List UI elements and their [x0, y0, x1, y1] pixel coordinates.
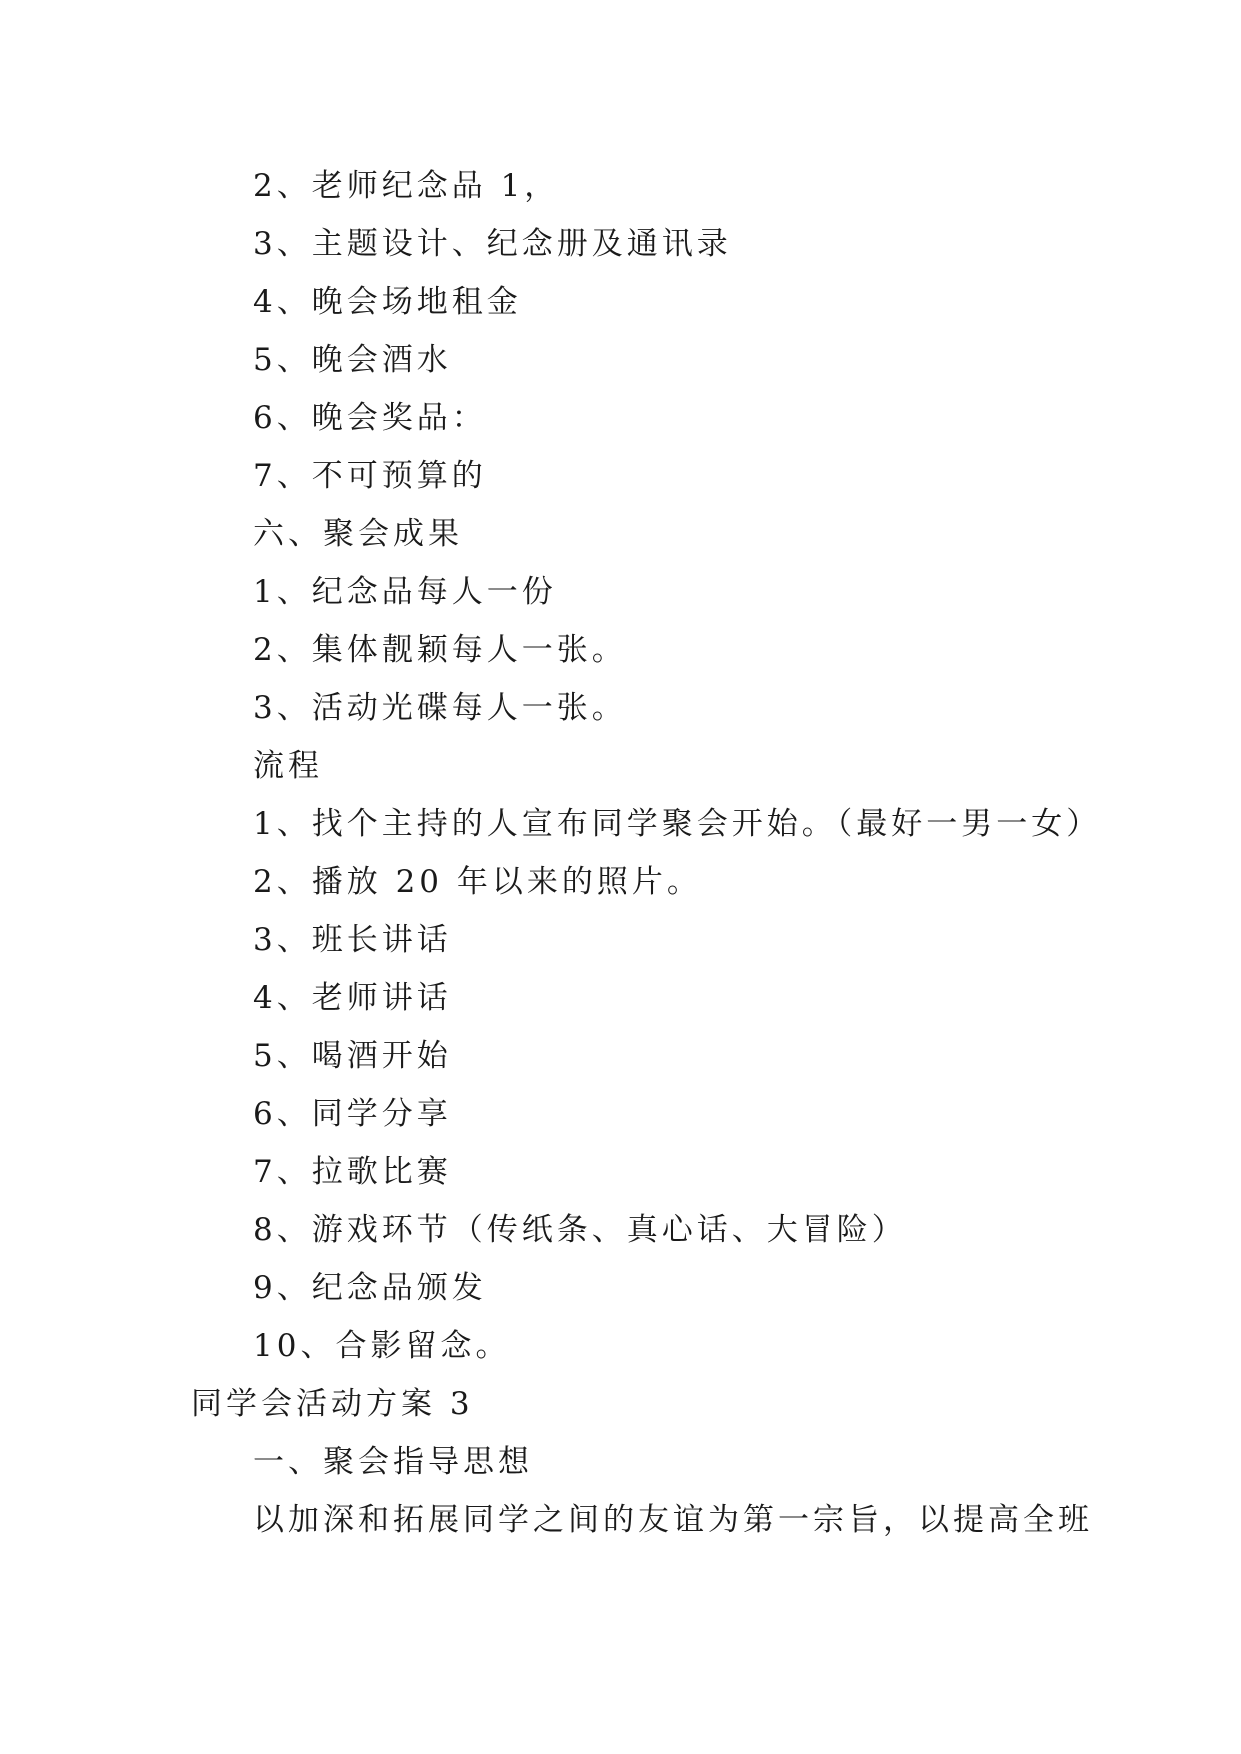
process-step-2: 2、播放 20 年以来的照片。: [253, 864, 702, 900]
process-step-8: 8、游戏环节（传纸条、真心话、大冒险）: [253, 1212, 907, 1248]
section-heading-results: 六、聚会成果: [253, 516, 463, 552]
result-item-2: 2、集体靓颖每人一张。: [253, 632, 627, 668]
budget-item-6: 6、晚会奖品：: [253, 400, 487, 436]
process-step-9: 9、纪念品颁发: [253, 1270, 487, 1306]
process-step-4: 4、老师讲话: [253, 980, 452, 1016]
plan-title: 同学会活动方案 3: [191, 1386, 474, 1422]
budget-item-5: 5、晚会酒水: [253, 342, 452, 378]
result-item-3: 3、活动光碟每人一张。: [253, 690, 627, 726]
process-step-7: 7、拉歌比赛: [253, 1154, 452, 1190]
result-item-1: 1、纪念品每人一份: [253, 574, 557, 610]
section-heading-guiding-ideology: 一、聚会指导思想: [253, 1444, 533, 1480]
budget-item-3: 3、主题设计、纪念册及通讯录: [253, 226, 732, 262]
process-step-1: 1、找个主持的人宣布同学聚会开始。（最好一男一女）: [253, 806, 1102, 842]
process-step-6: 6、同学分享: [253, 1096, 452, 1132]
body-paragraph: 以加深和拓展同学之间的友谊为第一宗旨，以提高全班: [253, 1502, 1093, 1538]
process-step-3: 3、班长讲话: [253, 922, 452, 958]
budget-item-4: 4、晚会场地租金: [253, 284, 522, 320]
budget-item-2: 2、老师纪念品 1，: [253, 168, 560, 204]
process-step-10: 10、合影留念。: [253, 1328, 511, 1364]
budget-item-7: 7、不可预算的: [253, 458, 487, 494]
process-step-5: 5、喝酒开始: [253, 1038, 452, 1074]
section-heading-process: 流程: [253, 748, 323, 784]
